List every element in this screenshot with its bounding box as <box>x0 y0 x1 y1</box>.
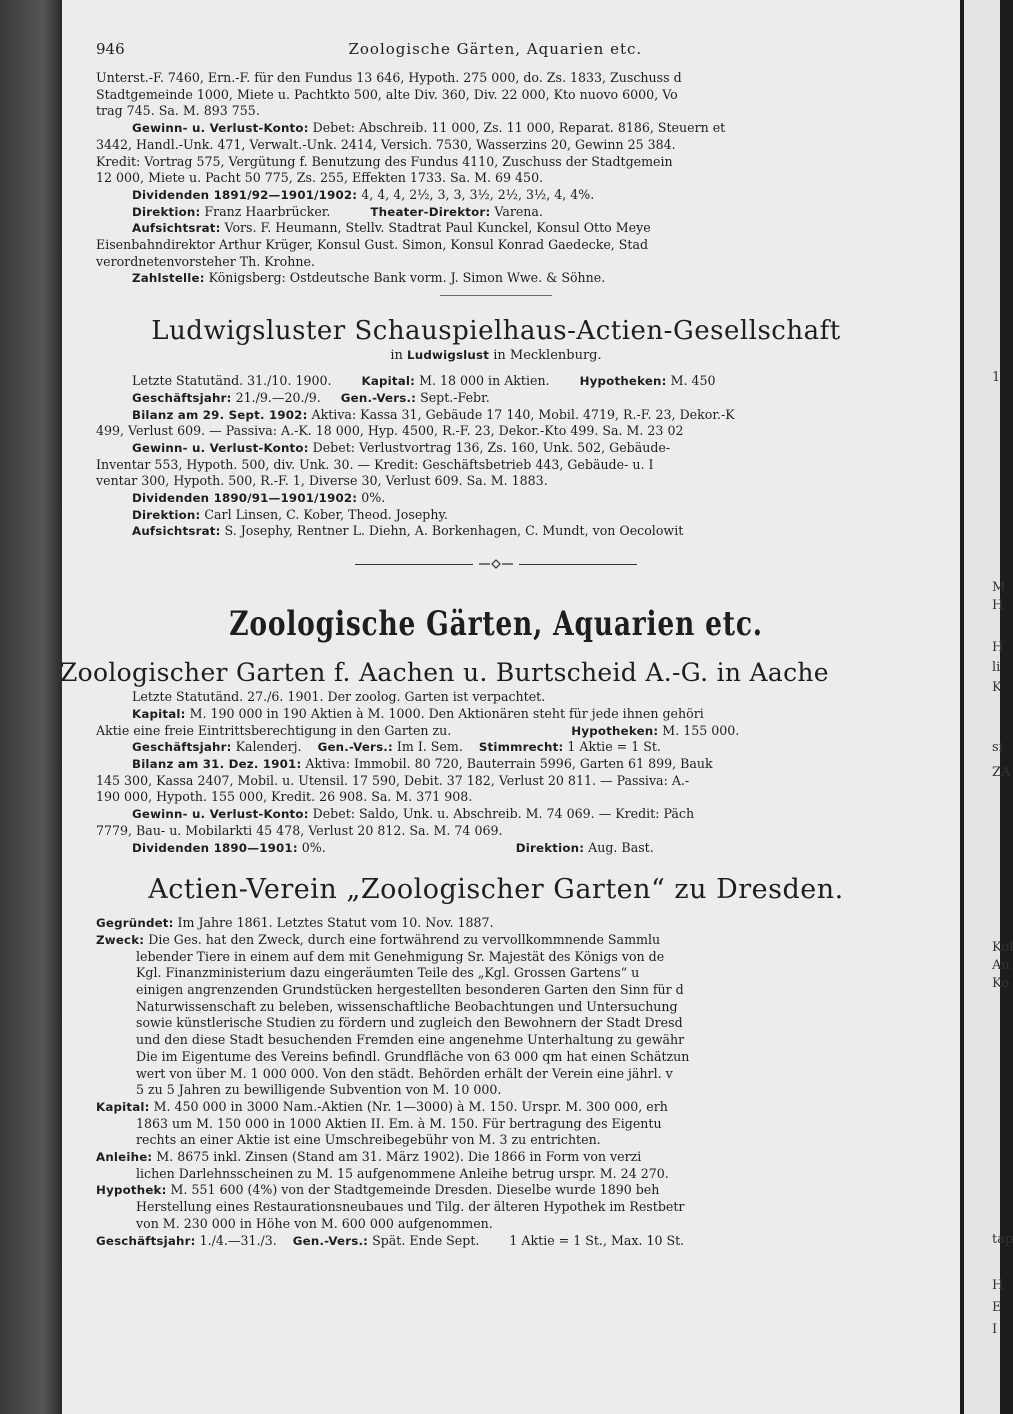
field-value: Franz Haarbrücker. <box>200 203 331 219</box>
field-label: Stimmrecht: <box>478 740 564 755</box>
paying-agent-line <box>96 270 896 287</box>
field-value: Königsberg: Ostdeutsche Bank vorm. J. Simon Wwe. & Söhne. <box>204 270 606 286</box>
field-value: Carl Linsen, C. Kober, Theod. Josephy. <box>200 506 448 522</box>
text-line: wert von über M. 1 000 000. Von den städt. Behörden erhält der Verein eine jährl. v <box>136 1065 673 1081</box>
field-label: Gen.-Vers.: <box>340 390 417 405</box>
text-line: einigen angrenzenden Grundstücken hergestellten besonderen Garten den Sinn für d <box>136 982 684 998</box>
text-line: Unterst.-F. 7460, Ern.-F. für den Fundus 13 646, Hypoth. 275 000, do. Zs. 1833, Zuschuss d <box>96 70 682 85</box>
field-value: M. 190 000 in 190 Aktien à M. 1000. Den Aktionären steht für jede ihnen gehöri <box>185 705 704 721</box>
fiscal-year-line <box>96 1233 896 1250</box>
text-line: rechts an einer Aktie ist eine Umschreibegebühr von M. 3 zu entrichten. <box>136 1132 601 1148</box>
field-value: Vors. F. Heumann, Stellv. Stadtrat Paul Kunckel, Konsul Otto Meye <box>220 220 651 236</box>
continuation-entry <box>96 70 896 296</box>
dividend-line <box>96 840 896 857</box>
book-binding-left <box>0 0 62 1414</box>
field-value: M. 8675 inkl. Zinsen (Stand am 31. März 1902). Die 1866 in Form von verzi <box>152 1149 642 1165</box>
text-line: Eisenbahndirektor Arthur Krüger, Konsul Gust. Simon, Konsul Konrad Gaedecke, Stad <box>96 237 649 253</box>
field-label: Theater-Direktor: <box>370 204 491 219</box>
gv-line <box>96 440 896 457</box>
direction-line <box>96 507 896 524</box>
field-value: M. 551 600 (4%) von der Stadtgemeinde Dresden. Dieselbe wurde 1890 beh <box>166 1182 660 1198</box>
field-label: Direktion: <box>132 507 201 522</box>
text-line: ventar 300, Hypoth. 500, R.-F. 1, Diverse 30, Verlust 609. Sa. M. 1883. <box>96 473 548 489</box>
purpose-line <box>96 932 896 949</box>
field-label: Geschäftsjahr: <box>132 740 232 755</box>
field-value: 21./9.—20./9. <box>231 389 321 405</box>
capital-line <box>96 706 896 723</box>
fiscal-year-line <box>96 390 896 407</box>
text-line: 3442, Handl.-Unk. 471, Verwalt.-Unk. 2414, Versich. 7530, Wasserzins 20, Gewinn 25 384. <box>96 136 676 152</box>
field-value: Debet: Saldo, Unk. u. Abschreib. M. 74 069. — Kredit: Päch <box>308 806 695 822</box>
flourish-icon <box>478 558 514 570</box>
text-line: Kgl. Finanzministerium dazu eingeräumten Teile des „Kgl. Grossen Gartens“ u <box>136 965 640 981</box>
margin-fragment: si <box>992 740 1003 755</box>
field-value: M. 155 000. <box>658 722 740 738</box>
margin-fragment: I <box>992 1322 998 1337</box>
field-value: 1 Aktie = 1 St. <box>563 739 661 755</box>
text-line: 190 000, Hypoth. 155 000, Kredit. 26 908. Sa. M. 371 908. <box>96 789 473 805</box>
board-line <box>96 220 896 237</box>
gv-line <box>96 120 896 137</box>
dividend-line <box>96 187 896 204</box>
margin-fragment: H <box>992 640 1004 655</box>
field-value: Aug. Bast. <box>584 839 654 855</box>
field-value: Aktiva: Kassa 31, Gebäude 17 140, Mobil. 4719, R.-F. 23, Dekor.-K <box>307 406 735 422</box>
text-line: Stadtgemeinde 1000, Miete u. Pachtkto 500, alte Div. 360, Div. 22 000, Kto nuovo 6000, Vo <box>96 86 678 102</box>
field-value: M. 450 <box>666 373 716 389</box>
margin-fragment: H <box>992 1278 1004 1293</box>
field-value: Kalenderj. <box>231 739 302 755</box>
page-content <box>60 40 896 1249</box>
board-line <box>96 523 896 540</box>
field-value: Spät. Ende Sept. <box>368 1232 480 1248</box>
margin-fragment: E <box>992 1300 1002 1315</box>
running-header <box>96 40 896 58</box>
balance-line <box>96 756 896 773</box>
company-entry-ludwigslust <box>96 316 896 572</box>
field-label: Kapital: <box>96 1099 150 1114</box>
field-value: Debet: Verlustvortrag 136, Zs. 160, Unk. 502, Gebäude- <box>308 439 671 455</box>
capital-continuation <box>96 723 896 740</box>
field-label: Gewinn- u. Verlust-Konto: <box>132 121 309 136</box>
field-value: 1./4.—31./3. <box>195 1232 277 1248</box>
field-label: Dividenden 1891/92—1901/1902: <box>132 187 358 202</box>
field-label: Geschäftsjahr: <box>96 1233 196 1248</box>
field-value: S. Josephy, Rentner L. Diehn, A. Borkenhagen, C. Mundt, von Oecolowit <box>220 523 684 539</box>
field-label: Hypotheken: <box>579 374 667 389</box>
field-label: Aufsichtsrat: <box>132 524 221 539</box>
text-line: sowie künstlerische Studien zu fördern und zugleich den Bewohnern der Stadt Dresd <box>136 1015 683 1031</box>
field-label: Gen.-Vers.: <box>317 740 393 755</box>
field-value: Sept.-Febr. <box>416 389 490 405</box>
fiscal-year-line <box>96 739 896 756</box>
margin-fragment: Au <box>992 958 1010 973</box>
field-label: Kapital: <box>132 706 186 721</box>
margin-fragment: 1 <box>992 370 1001 385</box>
text-line: 12 000, Miete u. Pacht 50 775, Zs. 255, Effekten 1733. Sa. M. 69 450. <box>96 170 544 186</box>
margin-fragment: H <box>992 598 1004 613</box>
field-label: Hypotheken: <box>571 723 659 738</box>
field-value: Letzte Statutänd. 31./10. 1900. <box>132 373 332 389</box>
field-label: Bilanz am 31. Dez. 1901: <box>132 756 302 771</box>
text-line: trag 745. Sa. M. 893 755. <box>96 103 260 119</box>
section-heading: Zoologische Gärten, Aquarien etc. <box>229 604 763 645</box>
text-line: 1863 um M. 150 000 in 1000 Aktien II. Em. à M. 150. Für bertragung des Eigentu <box>136 1115 662 1131</box>
mortgage-line <box>96 1182 896 1199</box>
location-suffix: in Mecklenburg. <box>489 348 602 364</box>
text-line: Inventar 553, Hypoth. 500, div. Unk. 30. — Kredit: Geschäftsbetrieb 443, Gebäude- u. I <box>96 456 654 472</box>
gv-line <box>96 806 896 823</box>
margin-fragment: Ko <box>992 976 1010 991</box>
field-value: M. 18 000 in Aktien. <box>415 373 550 389</box>
field-label: Bilanz am 29. Sept. 1902: <box>132 407 308 422</box>
field-value: 4, 4, 4, 2½, 3, 3, 3½, 2½, 3½, 4, 4%. <box>357 186 595 202</box>
field-label: Hypothek: <box>96 1183 167 1198</box>
field-label: Gewinn- u. Verlust-Konto: <box>132 807 309 822</box>
text-line: verordnetenvorsteher Th. Krohne. <box>96 253 315 269</box>
company-heading: Ludwigsluster Schauspielhaus-Actien-Gesellschaft <box>151 316 841 347</box>
margin-fragment: M <box>992 580 1006 595</box>
text-line: Herstellung eines Restaurationsneubaues und Tilg. der älteren Hypothek im Restbetr <box>136 1199 685 1215</box>
field-value: Debet: Abschreib. 11 000, Zs. 11 000, Reparat. 8186, Steuern et <box>308 120 726 136</box>
statute-line <box>96 373 896 390</box>
company-entry-dresden <box>96 874 896 1249</box>
field-label: Zweck: <box>96 932 145 947</box>
field-value: Aktiva: Immobil. 80 720, Bauterrain 5996, Garten 61 899, Bauk <box>301 755 713 771</box>
field-value: Im I. Sem. <box>392 739 463 755</box>
separator-rule <box>440 295 552 296</box>
text-line: Kredit: Vortrag 575, Vergütung f. Benutzung des Fundus 4110, Zuschuss der Stadtgemein <box>96 153 673 169</box>
field-label: Anleihe: <box>96 1150 153 1165</box>
field-label: Dividenden 1890/91—1901/1902: <box>132 491 358 506</box>
text-line: 145 300, Kassa 2407, Mobil. u. Utensil. 17 590, Debit. 37 182, Verlust 20 811. — Passiva: A.- <box>96 772 690 788</box>
company-heading: Zoologischer Garten f. Aachen u. Burtscheid A.-G. in Aache <box>60 658 829 688</box>
text-line: 499, Verlust 609. — Passiva: A.-K. 18 000, Hyp. 4500, R.-F. 23, Dekor.-Kto 499. Sa. M. 23 02 <box>96 423 684 439</box>
margin-fragment: tap <box>992 1232 1013 1247</box>
text-line: und den diese Stadt besuchenden Fremden eine angenehme Unterhaltung zu gewähr <box>136 1032 685 1048</box>
field-label: Direktion: <box>132 204 201 219</box>
field-value: Aktie eine freie Eintrittsberechtigung in den Garten zu. <box>96 722 452 738</box>
field-label: Kapital: <box>361 374 416 389</box>
field-value: 0%. <box>357 490 386 506</box>
balance-line <box>96 407 896 424</box>
capital-line <box>96 1099 896 1116</box>
page-number: 946 <box>96 40 125 58</box>
location-prefix: in <box>390 348 408 364</box>
field-value: Im Jahre 1861. Letztes Statut vom 10. Nov. 1887. <box>173 915 494 931</box>
field-label: Direktion: <box>515 840 585 855</box>
company-heading: Actien-Verein „Zoologischer Garten“ zu Dresden. <box>148 874 844 906</box>
field-label: Gewinn- u. Verlust-Konto: <box>132 440 309 455</box>
text-line: Die im Eigentume des Vereins befindl. Grundfläche von 63 000 qm hat einen Schätzun <box>136 1048 690 1064</box>
loan-line <box>96 1149 896 1166</box>
location-place: Ludwigslust <box>407 348 490 363</box>
running-title: Zoologische Gärten, Aquarien etc. <box>348 40 643 58</box>
founded-line <box>96 915 896 932</box>
text-line: lebender Tiere in einem auf dem mit Genehmigung Sr. Majestät des Königs von de <box>136 948 665 964</box>
company-entry-aachen <box>60 658 896 856</box>
text-line: 5 zu 5 Jahren zu bewilligende Subvention von M. 10 000. <box>136 1082 502 1098</box>
field-label: Dividenden 1890—1901: <box>132 840 298 855</box>
margin-fragment: li <box>992 660 1001 675</box>
ornament-divider <box>96 556 896 572</box>
field-value: Die Ges. hat den Zweck, durch eine fortwährend zu vervollkommnende Sammlu <box>144 931 661 947</box>
field-label: Gegründet: <box>96 916 174 931</box>
margin-fragment: ZA <box>992 765 1011 780</box>
direction-line <box>96 204 896 221</box>
field-value: M. 450 000 in 3000 Nam.-Aktien (Nr. 1—3000) à M. 150. Urspr. M. 300 000, erh <box>149 1098 668 1114</box>
text-line: von M. 230 000 in Höhe von M. 600 000 aufgenommen. <box>136 1215 493 1231</box>
statute-line: Letzte Statutänd. 27./6. 1901. Der zoolog. Garten ist verpachtet. <box>132 689 546 705</box>
text-line: lichen Darlehnsscheinen zu M. 15 aufgenommene Anleihe betrug urspr. M. 24 270. <box>136 1165 669 1181</box>
field-label: Geschäftsjahr: <box>132 390 232 405</box>
field-value: 1 Aktie = 1 St., Max. 10 St. <box>509 1232 685 1248</box>
text-line: 7779, Bau- u. Mobilarkti 45 478, Verlust 20 812. Sa. M. 74 069. <box>96 822 503 838</box>
field-label: Aufsichtsrat: <box>132 221 221 236</box>
company-location <box>96 348 896 363</box>
margin-fragment: Kol <box>992 940 1013 955</box>
text-line: Naturwissenschaft zu beleben, wissenschaftliche Beobachtungen und Untersuchung <box>136 998 678 1014</box>
dividend-line <box>96 490 896 507</box>
margin-fragment: K <box>992 680 1002 695</box>
field-value: 0%. <box>297 839 326 855</box>
field-label: Zahlstelle: <box>132 271 205 286</box>
field-label: Gen.-Vers.: <box>292 1233 369 1248</box>
field-value: Varena. <box>490 203 543 219</box>
next-page-edge <box>960 0 1013 1414</box>
